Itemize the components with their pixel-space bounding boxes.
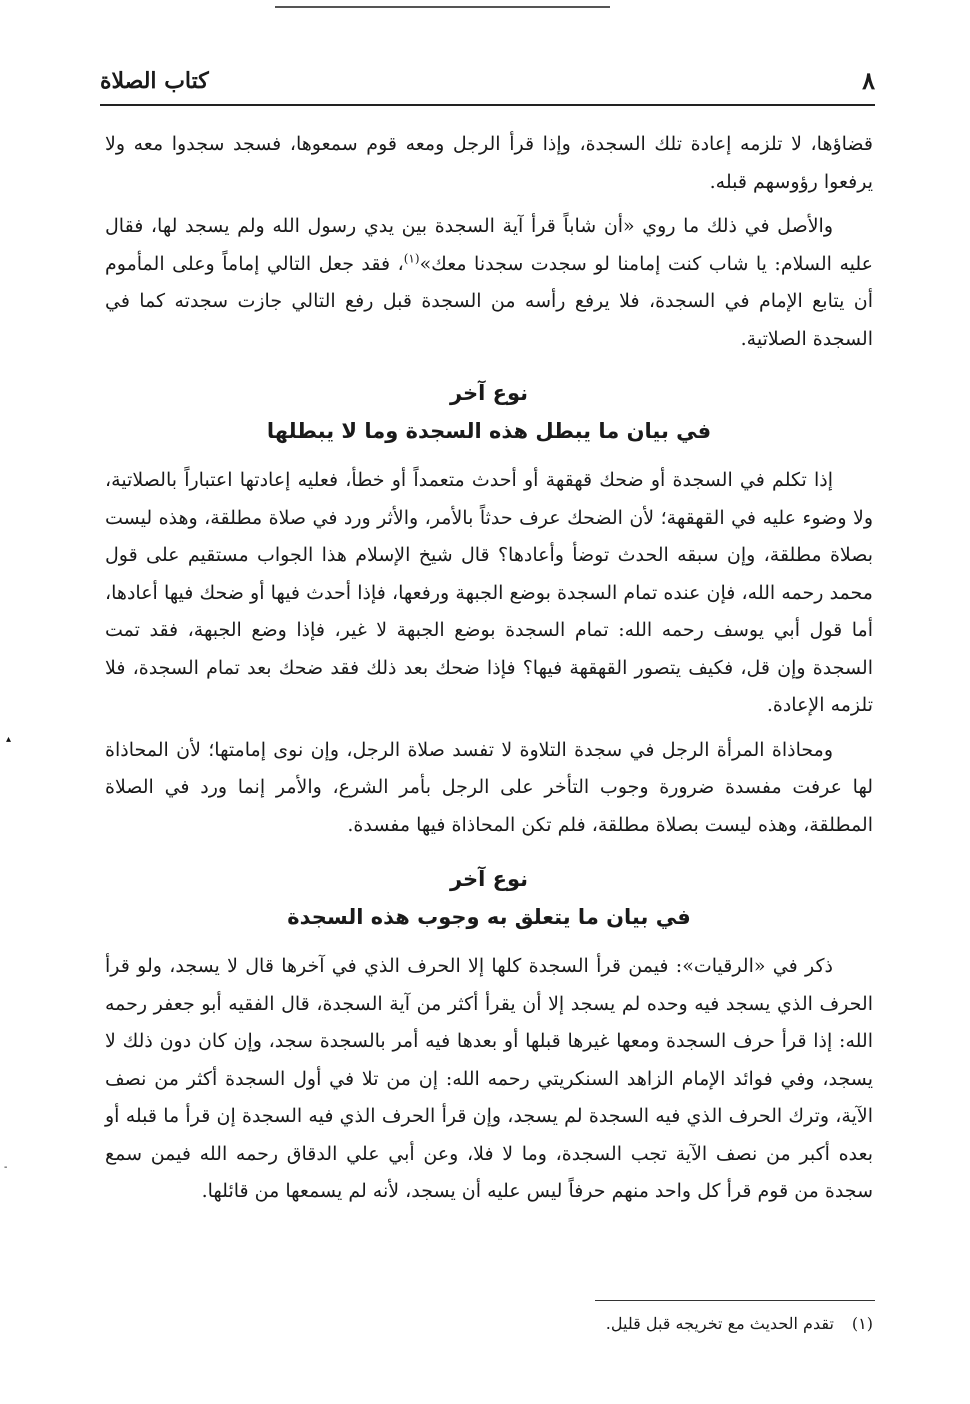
footnote-text: تقدم الحديث مع تخريجه قبل قليل. (605, 1314, 834, 1333)
paragraph-continuation: قضاؤها، لا تلزمه إعادة تلك السجدة، وإذا قرأ الرجل ومعه قوم سمعوها، فسجد سجدوا معه ولا يرفعوا رؤوسهم قبله. (105, 133, 873, 193)
page-number: ٨ (862, 66, 875, 95)
paragraph-raqqiyat: ذكر في «الرقيات»: فيمن قرأ السجدة كلها إلا الحرف الذي في آخرها قال لا يسجد، ولو قرأ الحرف الذي يسجد فيه وحده لم يسجد إلا أن يقرأ أكثر من آية السجدة، قال الفقيه أبو جعفر رحمه الله: إذا قرأ حرف السجدة ومعها غيرها قبلها أو بعدها فيه أمر بالسجدة سجد، وإن كان دون ذلك لا يسجد، وفي فوائد الإمام الزاهد السنكريتي رحمه الله: إن من تلا في أول السجدة أكثر من نصف الآية، وترك الحرف الذي فيه السجدة لم يسجد، وإن قرأ الحرف الذي فيه السجدة إن قرأ ما قبله أو بعده أكبر من نصف الآية تجب السجدة، وما لا فلا، وعن أبي علي الدقاق رحمه الله فيمن سمع سجدة من قوم قرأ كل واحد منهم حرفاً ليس عليه أن يسجد، لأنه لم يسمعها من قائلها. (105, 955, 873, 1202)
section-heading-1: نوع آخر (449, 381, 529, 405)
paragraph-hadith-text: والأصل في ذلك ما روي «أن شاباً قرأ آية السجدة بين يدي رسول الله ولم يسجد لها، فقال عليه السلام: يا شاب كنت إمامنا لو سجدت سجدنا معك» (105, 215, 873, 275)
top-edge-rule (275, 6, 610, 8)
margin-mark: ▴ (6, 734, 12, 745)
paragraph-invalidation: إذا تكلم في السجدة أو ضحك قهقهة أو أحدث متعمداً أو خطأ، فعليه إعادتها اعتباراً بالصلاتية، ولا وضوء عليه في القهقهة؛ لأن الضحك عرف حدثاً بالأمر، والأثر ورد في صلاة مطلقة، وهذه ليست بصلاة مطلقة، وإن سبقه الحدث توضأ وأعادها؟ قال شيخ الإسلام هذا الجواب مستقيم على قول محمد رحمه الله، فإن عنده تمام السجدة بوضع الجبهة ورفعها، فإذا أحدث فيها أو ضحك فيها أعادها، أما قول أبي يوسف رحمه الله: تمام السجدة بوضع الجبهة لا غير، فإذا وضع الجبهة، فقد تمت السجدة وإن قل، فكيف يتصور القهقهة فيها؟ فإذا ضحك بعد ذلك فقد ضحك بعد تمام السجدة، فلا تلزمه الإعادة. (105, 469, 873, 716)
section-subheading-1: في بيان ما يبطل هذه السجدة وما لا يبطلها (266, 419, 712, 443)
footnote-reference: (١) (403, 251, 420, 266)
running-head (100, 64, 875, 98)
paragraph-hadith (105, 208, 873, 358)
section-subheading-2: في بيان ما يتعلق به وجوب هذه السجدة (287, 905, 691, 929)
footnote-rule (595, 1300, 875, 1301)
main-text (105, 126, 873, 1211)
section-heading-2: نوع آخر (449, 867, 529, 891)
footnote-number: (١) (851, 1314, 873, 1333)
header-rule (100, 104, 875, 106)
book-title: كتاب الصلاة (100, 68, 209, 94)
paragraph-muhadhat: ومحاذاة المرأة الرجل في سجدة التلاوة لا تفسد صلاة الرجل، وإن نوى إمامتها؛ لأن المحاذاة لها عرفت مفسدة ضرورة وجوب التأخر على الرجل بأمر الشرع، والأمر إنما ورد في الصلاة المطلقة، وهذه ليست بصلاة مطلقة، فلم تكن المحاذاة فيها مفسدة. (105, 738, 873, 836)
footnote (400, 1310, 873, 1338)
paragraph-hadith-text-cont: ، فقد جعل التالي إماماً وعلى المأموم أن يتابع الإمام في السجدة، فلا يرفع رأسه من السجدة قبل رفع التالي جازت سجدته كما في السجدة الصلاتية. (105, 252, 873, 350)
margin-mark: - (4, 1162, 8, 1173)
